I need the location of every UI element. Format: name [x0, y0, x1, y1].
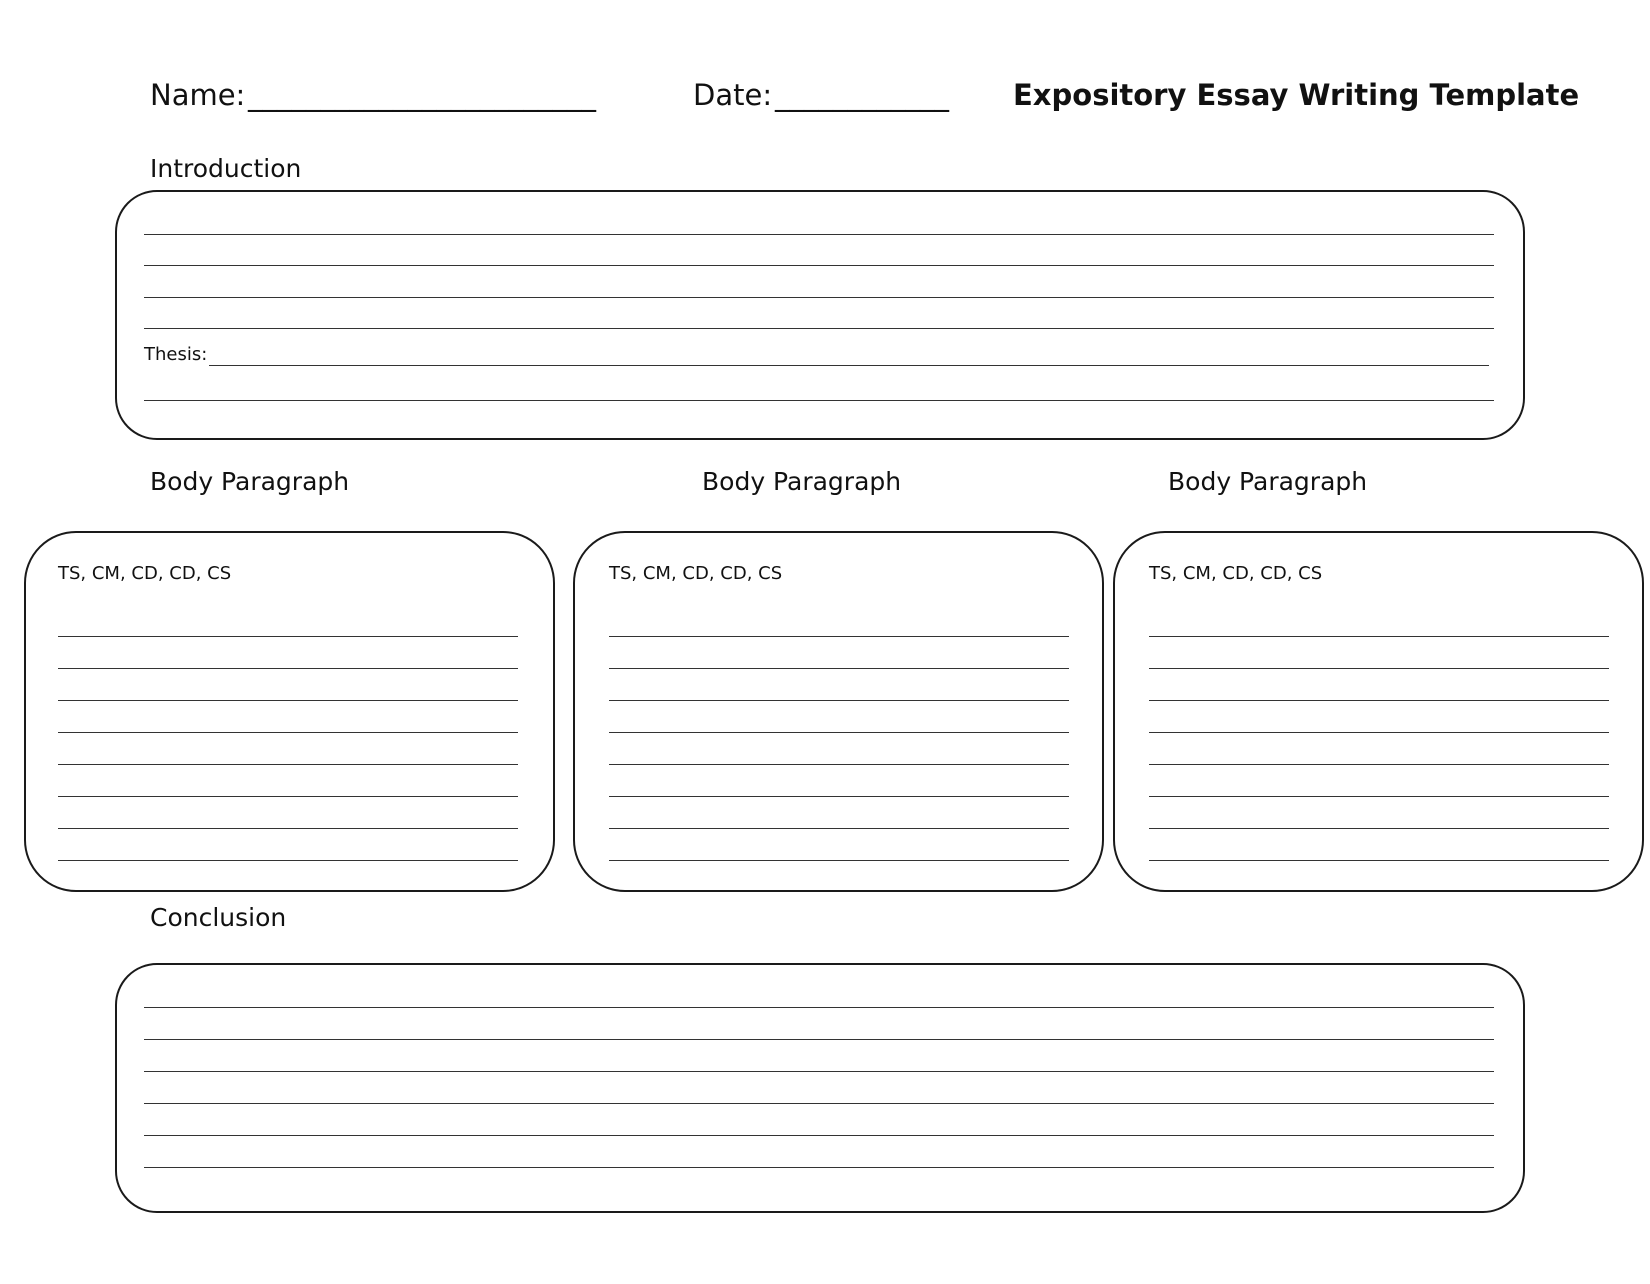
thesis-line [209, 365, 1489, 366]
thesis-label: Thesis: [144, 344, 208, 365]
writing-line [609, 700, 1069, 701]
writing-line [58, 732, 518, 733]
writing-line [609, 668, 1069, 669]
writing-line [144, 1071, 1494, 1072]
writing-line [609, 732, 1069, 733]
writing-line [58, 764, 518, 765]
name-blank[interactable]: ________________________ [248, 78, 596, 112]
writing-line [58, 796, 518, 797]
introduction-box[interactable] [115, 190, 1525, 440]
body-paragraph-1-box[interactable] [24, 531, 555, 892]
body-paragraph-2-box[interactable] [573, 531, 1104, 892]
writing-line [609, 796, 1069, 797]
writing-line [1149, 668, 1609, 669]
writing-line [609, 828, 1069, 829]
writing-line [58, 700, 518, 701]
body-paragraph-2-prompt: TS, CM, CD, CD, CS [609, 563, 783, 584]
writing-line [144, 1135, 1494, 1136]
body-paragraph-3-box[interactable] [1113, 531, 1644, 892]
writing-line [1149, 828, 1609, 829]
name-label: Name: [150, 78, 246, 112]
writing-line [1149, 860, 1609, 861]
body-paragraph-3-label: Body Paragraph [1168, 467, 1368, 496]
writing-line [144, 328, 1494, 329]
body-paragraph-1-prompt: TS, CM, CD, CD, CS [58, 563, 232, 584]
writing-line [144, 1039, 1494, 1040]
introduction-label: Introduction [150, 154, 302, 183]
writing-line [1149, 796, 1609, 797]
writing-line [1149, 700, 1609, 701]
writing-line [609, 860, 1069, 861]
writing-line [144, 1167, 1494, 1168]
writing-line [144, 297, 1494, 298]
conclusion-box[interactable] [115, 963, 1525, 1213]
writing-line [58, 828, 518, 829]
page-title: Expository Essay Writing Template [1013, 78, 1580, 112]
date-label: Date: [693, 78, 773, 112]
writing-line [144, 400, 1494, 401]
writing-line [609, 764, 1069, 765]
writing-line [1149, 732, 1609, 733]
writing-line [144, 1007, 1494, 1008]
writing-line [1149, 764, 1609, 765]
body-paragraph-3-prompt: TS, CM, CD, CD, CS [1149, 563, 1323, 584]
writing-line [58, 668, 518, 669]
writing-line [144, 265, 1494, 266]
date-blank[interactable]: ____________ [775, 78, 949, 112]
writing-line [609, 636, 1069, 637]
body-paragraph-2-label: Body Paragraph [702, 467, 902, 496]
writing-line [58, 860, 518, 861]
writing-line [58, 636, 518, 637]
conclusion-label: Conclusion [150, 903, 287, 932]
body-paragraph-1-label: Body Paragraph [150, 467, 350, 496]
writing-line [144, 234, 1494, 235]
writing-line [1149, 636, 1609, 637]
writing-line [144, 1103, 1494, 1104]
